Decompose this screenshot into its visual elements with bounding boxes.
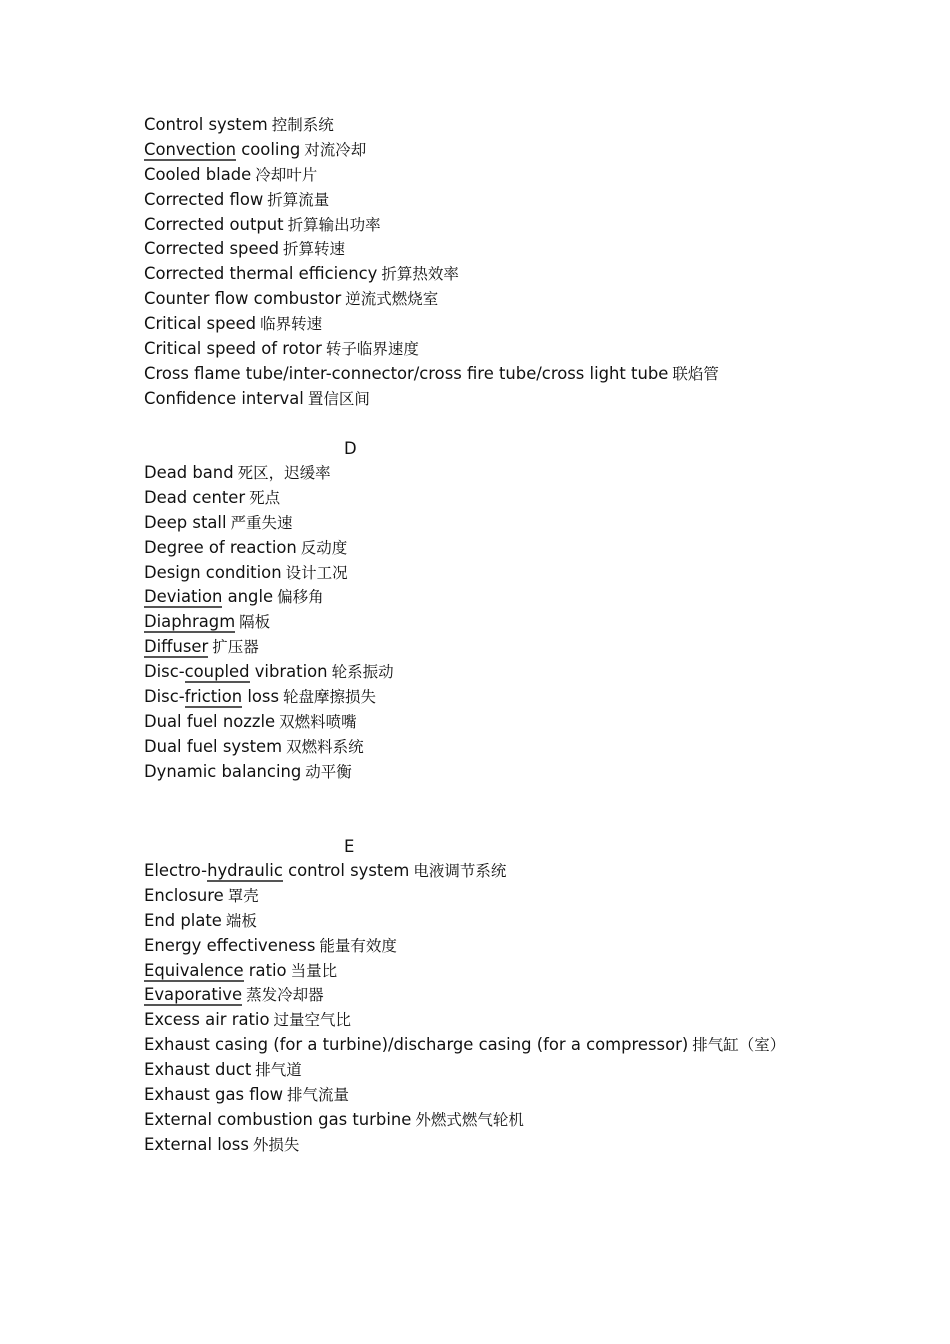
glossary-entry xyxy=(144,1008,904,1033)
english-term: Corrected output xyxy=(144,214,284,234)
english-term: ratio xyxy=(243,960,287,980)
english-term: Exhaust gas flow xyxy=(144,1085,284,1105)
glossary-entry xyxy=(144,213,904,238)
section-e-heading: E xyxy=(344,837,355,856)
glossary-entry xyxy=(144,461,904,486)
underlined-term: Deviation xyxy=(144,587,223,607)
glossary-entry xyxy=(144,959,904,984)
english-term: Dual fuel system xyxy=(144,736,283,756)
chinese-translation: 逆流式燃烧室 xyxy=(345,290,439,309)
english-term: Degree of reaction xyxy=(144,537,297,557)
underlined-term: coupled xyxy=(184,662,250,682)
english-term: cooling xyxy=(236,139,301,159)
glossary-entry xyxy=(144,536,904,561)
term-prefix: Electro- xyxy=(144,861,208,880)
chinese-translation: 外燃式燃气轮机 xyxy=(415,1110,524,1129)
glossary-entry xyxy=(144,237,904,262)
english-term: Control system xyxy=(144,115,268,134)
glossary-entry xyxy=(144,1108,904,1133)
glossary-entry xyxy=(144,1133,904,1158)
english-term: Dynamic balancing xyxy=(144,761,302,781)
chinese-translation: 排气道 xyxy=(255,1061,302,1080)
glossary-entry xyxy=(144,188,904,213)
glossary-entry xyxy=(144,909,904,934)
underlined-term: friction xyxy=(184,687,243,707)
english-term: Exhaust duct xyxy=(144,1060,252,1080)
glossary-entry xyxy=(144,113,904,138)
english-term: End plate xyxy=(144,910,222,930)
chinese-translation: 置信区间 xyxy=(307,389,370,408)
glossary-entry xyxy=(144,362,904,387)
chinese-translation: 控制系统 xyxy=(271,116,334,134)
section-e-list xyxy=(144,859,904,1158)
glossary-entry xyxy=(144,163,904,188)
chinese-translation: 设计工况 xyxy=(285,563,348,582)
chinese-translation: 折算流量 xyxy=(267,190,330,209)
glossary-entry xyxy=(144,934,904,959)
english-term: External loss xyxy=(144,1134,249,1154)
glossary-entry xyxy=(144,660,904,685)
glossary-entry xyxy=(144,585,904,610)
glossary-entry xyxy=(144,486,904,511)
chinese-translation: 死点 xyxy=(249,488,281,507)
glossary-entry xyxy=(144,610,904,635)
english-term: Corrected thermal efficiency xyxy=(144,264,378,284)
english-term: Counter flow combustor xyxy=(144,289,342,309)
chinese-translation: 轮系振动 xyxy=(331,663,394,682)
english-term: Critical speed of rotor xyxy=(144,339,322,359)
chinese-translation: 扩压器 xyxy=(212,638,259,657)
glossary-entry xyxy=(144,1058,904,1083)
english-term: Cross flame tube/inter-connector/cross fire tube/cross light tube xyxy=(144,363,669,383)
english-term: Dead band xyxy=(144,463,234,482)
english-term: Critical speed xyxy=(144,314,257,334)
underlined-term: Convection xyxy=(144,139,237,159)
glossary-entry xyxy=(144,1083,904,1108)
underlined-term: Equivalence xyxy=(144,960,244,980)
chinese-translation: 端板 xyxy=(225,911,257,930)
section-c-list xyxy=(144,113,904,412)
glossary-entry xyxy=(144,685,904,710)
glossary-entry xyxy=(144,983,904,1008)
english-term: Exhaust casing (for a turbine)/discharge casing (for a compressor) xyxy=(144,1035,689,1055)
glossary-entry xyxy=(144,884,904,909)
chinese-translation: 折算输出功率 xyxy=(287,215,381,234)
section-d-list xyxy=(144,461,904,785)
chinese-translation: 转子临界速度 xyxy=(325,340,419,359)
glossary-entry xyxy=(144,561,904,586)
chinese-translation: 轮盘摩擦损失 xyxy=(283,688,377,707)
chinese-translation: 反动度 xyxy=(300,538,348,557)
english-term: Energy effectiveness xyxy=(144,935,316,955)
english-term: Corrected speed xyxy=(144,239,280,259)
glossary-entry xyxy=(144,337,904,362)
term-prefix: Disc- xyxy=(144,687,185,707)
english-term: control system xyxy=(282,861,410,880)
chinese-translation: 外损失 xyxy=(252,1135,300,1154)
glossary-entry xyxy=(144,312,904,337)
glossary-entry xyxy=(144,710,904,735)
glossary-entry xyxy=(144,287,904,312)
chinese-translation: 隔板 xyxy=(239,613,271,632)
chinese-translation: 临界转速 xyxy=(260,315,323,334)
underlined-term: Diaphragm xyxy=(144,612,236,632)
chinese-translation: 偏移角 xyxy=(277,588,324,607)
chinese-translation: 排气流量 xyxy=(287,1086,350,1105)
glossary-entry xyxy=(144,735,904,760)
english-term: Design condition xyxy=(144,562,282,582)
chinese-translation: 死区，迟缓率 xyxy=(237,464,331,482)
chinese-translation: 电液调节系统 xyxy=(413,862,507,880)
chinese-translation: 蒸发冷却器 xyxy=(246,986,324,1005)
chinese-translation: 双燃料喷嘴 xyxy=(279,712,357,731)
chinese-translation: 当量比 xyxy=(290,961,338,980)
glossary-entry xyxy=(144,859,904,884)
english-term: External combustion gas turbine xyxy=(144,1109,412,1129)
underlined-term: Diffuser xyxy=(144,637,209,657)
glossary-entry xyxy=(144,1033,904,1058)
chinese-translation: 能量有效度 xyxy=(319,936,397,955)
english-term: vibration xyxy=(249,662,328,682)
glossary-entry xyxy=(144,511,904,536)
english-term: angle xyxy=(222,587,274,607)
chinese-translation: 冷却叶片 xyxy=(255,165,318,184)
underlined-term: hydraulic xyxy=(207,861,283,880)
glossary-entry xyxy=(144,262,904,287)
english-term: Corrected flow xyxy=(144,189,264,209)
english-term: Dead center xyxy=(144,487,246,507)
chinese-translation: 折算热效率 xyxy=(381,265,459,284)
english-term: Cooled blade xyxy=(144,164,252,184)
underlined-term: Evaporative xyxy=(144,985,243,1005)
english-term: Deep stall xyxy=(144,512,227,532)
chinese-translation: 对流冷却 xyxy=(304,140,367,159)
english-term: loss xyxy=(242,687,279,707)
glossary-entry xyxy=(144,635,904,660)
glossary-entry xyxy=(144,138,904,163)
chinese-translation: 严重失速 xyxy=(230,513,293,532)
chinese-translation: 过量空气比 xyxy=(273,1011,352,1030)
chinese-translation: 双燃料系统 xyxy=(286,737,364,756)
english-term: Enclosure xyxy=(144,885,224,905)
chinese-translation: 折算转速 xyxy=(283,240,346,259)
english-term: Dual fuel nozzle xyxy=(144,711,276,731)
english-term: Excess air ratio xyxy=(144,1010,270,1030)
section-d-heading: D xyxy=(344,439,357,458)
chinese-translation: 联焰管 xyxy=(672,364,719,383)
glossary-entry xyxy=(144,387,904,412)
chinese-translation: 动平衡 xyxy=(305,762,352,781)
glossary-entry xyxy=(144,760,904,785)
english-term: Confidence interval xyxy=(144,388,304,408)
chinese-translation: 罩壳 xyxy=(227,886,259,905)
term-prefix: Disc- xyxy=(144,662,185,682)
chinese-translation: 排气缸（室） xyxy=(692,1036,786,1055)
